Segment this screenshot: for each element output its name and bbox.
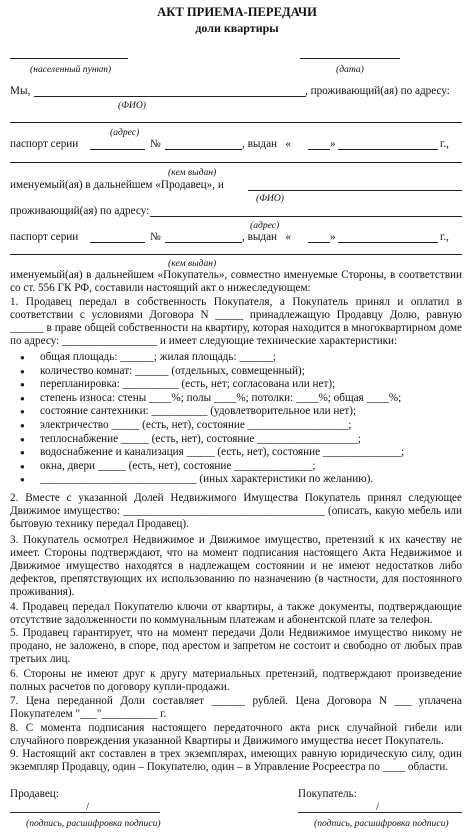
clause6-line-1: 6. Стороны не имеют друг к другу материальных претензий, подтверждают произведение: [10, 668, 462, 680]
clause3-line-4: дефектов, препятствующих их использованию по назначению (в частности, для постоянного: [10, 573, 462, 585]
feature-item: ● окна, двери _____ (есть, нет), состояние ______________;: [10, 460, 462, 474]
buyer-named-line-2: со ст. 556 ГК РФ, составили настоящий акт о нижеследующем:: [10, 282, 311, 294]
feature-item: ● количество комнат: ______ (отдельных, совмещенный);: [10, 365, 462, 379]
passport-year-1: г.,: [440, 138, 449, 150]
clause2-line-3: бытовую технику передал Продавец).: [10, 518, 189, 530]
clause3-line-2: имеет. Стороны подтверждают, что на момент подписания настоящего Акта Недвижимое и: [10, 547, 462, 559]
document-title: АКТ ПРИЕМА-ПЕРЕДАЧИ: [157, 5, 317, 19]
seller-signature-line: [10, 812, 160, 813]
feature-item: ● общая площадь: ______; жилая площадь: ______;: [10, 351, 462, 365]
living-label: проживающий(ая) по адресу:: [10, 205, 150, 217]
clause6-line-2: полных расчетов по договору купли-продажи.: [10, 681, 230, 693]
clause2-line-1: 2. Вместе с указанной Долей Недвижимого Имущества Покупатель принял следующее: [10, 492, 462, 504]
fio-caption-2: (ФИО): [256, 193, 284, 204]
buyer-signature-caption: (подпись, расшифровка подписи): [314, 818, 449, 829]
buyer-fio-line: [248, 190, 462, 191]
feature-item: ● электричество _____ (есть, нет), состояние __________________;: [10, 419, 462, 433]
issued-caption-2: (кем выдан): [168, 258, 217, 269]
passport-number-label-1: №: [150, 138, 161, 150]
passport-series-line-1: [90, 149, 145, 150]
passport-day-line-2: [308, 242, 330, 243]
clause3-line-5: проживания).: [10, 586, 75, 598]
seller-signature-label: Продавец:: [10, 788, 59, 800]
address-caption-1: (адрес): [110, 127, 140, 138]
feature-item: ● состояние сантехники: __________ (удовлетворительное или нет);: [10, 405, 462, 419]
address-line-2: [150, 216, 462, 217]
passport-issued-label-2: , выдан «: [242, 231, 292, 243]
clause8-line-1: 8. С момента подписания настоящего передаточного акта риск случайной гибели или: [10, 722, 462, 734]
address-line-1: [10, 122, 462, 123]
passport-label-1: паспорт серии: [10, 138, 79, 150]
clause1-line-3: ______ в праве общей собственности на квартиру, которая находится в многоквартирном доме: [10, 322, 462, 334]
clause7-line-1: 7. Цена переданной Доли составляет ______ рублей. Цена Договора N ___ уплачена: [10, 695, 462, 707]
clause1-line-2: соответствии с условиями Договора N _____ принадлежащую Продавцу Долю, равную: [10, 309, 462, 321]
clause2-line-2: Движимое имущество: ____________________________________ (описать, какую мебель или: [10, 505, 462, 517]
passport-number-label-2: №: [150, 231, 161, 243]
seller-signature-caption: (подпись, расшифровка подписи): [26, 818, 161, 829]
buyer-signature-line: [298, 812, 462, 813]
clause3-line-3: Движимое имущество находятся в надлежащем состоянии и не имеют недостатков либо: [10, 560, 462, 572]
passport-number-line-1: [165, 149, 242, 150]
passport-year-2: г.,: [440, 231, 449, 243]
passport-month-line-2: [338, 242, 438, 243]
feature-item: ● ____________________________ (иных характеристики по желанию).: [10, 473, 462, 487]
passport-number-line-2: [165, 242, 242, 243]
feature-item: ● степень износа: стены ____%; полы ____%; потолки: ____%; общая ____%;: [10, 392, 462, 406]
we-label: Мы,: [10, 85, 31, 97]
clause4-line-2: отсутствие задолженности по коммунальным платежам и абонентской плате за телефон.: [10, 614, 433, 626]
buyer-named-line-1: именуемый(ая) в дальнейшем «Покупатель», совместно именуемые Стороны, в соответствии: [10, 269, 462, 281]
issued-line-1: [10, 162, 462, 163]
feature-item: ● водоснабжение и канализация _____ (есть, нет), состояние ______________;: [10, 446, 462, 460]
date-caption: (дата): [336, 64, 364, 75]
passport-series-line-2: [90, 242, 145, 243]
clause8-line-2: случайного повреждения указанной Квартиры и Движимого имущества несет Покупатель.: [10, 735, 444, 747]
date-line: [300, 58, 400, 59]
document-subtitle: доли квартиры: [195, 21, 279, 35]
seller-signature-slash: /: [86, 801, 90, 813]
feature-item: ● теплоснабжение _____ (есть, нет), состояние __________________;: [10, 433, 462, 447]
we-fio-line: [34, 96, 306, 97]
passport-label-2: паспорт серии: [10, 231, 79, 243]
passport-quote-close-2: »: [330, 231, 336, 243]
buyer-signature-slash: /: [376, 801, 380, 813]
passport-quote-close-1: »: [330, 138, 336, 150]
passport-issued-label-1: , выдан «: [242, 138, 292, 150]
issued-line-2: [10, 254, 462, 255]
clause1-line-1: 1. Продавец передал в собственность Покупателя, а Покупатель принял и оплатил в: [10, 296, 462, 308]
feature-item: ● перепланировка: __________ (есть, нет; согласована или нет);: [10, 378, 462, 392]
clause1-line-4: по адресу: _________________ и имеет следующие технические характеристики:: [10, 335, 398, 347]
clause4-line-1: 4. Продавец передал Покупателю ключи от квартиры, а также документы, подтверждающие: [10, 601, 462, 613]
seller-named-text: именуемый(ая) в дальнейшем «Продавец», и: [10, 179, 224, 191]
clause3-line-1: 3. Покупатель осмотрел Недвижимое и Движимое имущество, претензий к их качеству не: [10, 534, 462, 546]
passport-day-line-1: [308, 149, 330, 150]
buyer-signature-label: Покупатель:: [298, 788, 357, 800]
clause5-line-1: 5. Продавец гарантирует, что на момент передачи Доли Недвижимое имущество никому не: [10, 627, 462, 639]
fio-caption-1: (ФИО): [118, 100, 146, 111]
address-caption-2: (адрес): [250, 220, 280, 231]
we-address-label: , проживающий(ая) по адресу:: [305, 85, 450, 97]
issued-caption-1: (кем выдан): [168, 167, 217, 178]
features-list: [10, 351, 462, 487]
clause9-line-2: экземпляр Продавцу, один – Покупателю, один – в Управление Росреестра по ____ области.: [10, 761, 449, 773]
place-line: [10, 58, 128, 59]
clause7-line-2: Покупателем "___"__________ г.: [10, 708, 167, 720]
clause5-line-2: продано, не заложено, в споре, под арестом и запретом не состоит и свободно от любых прав: [10, 640, 462, 652]
clause5-line-3: третьих лиц.: [10, 653, 71, 665]
clause9-line-1: 9. Настоящий акт составлен в трех экземплярах, имеющих равную юридическую силу, один: [10, 748, 462, 760]
place-caption: (населенный пункт): [30, 64, 112, 75]
passport-month-line-1: [338, 149, 438, 150]
